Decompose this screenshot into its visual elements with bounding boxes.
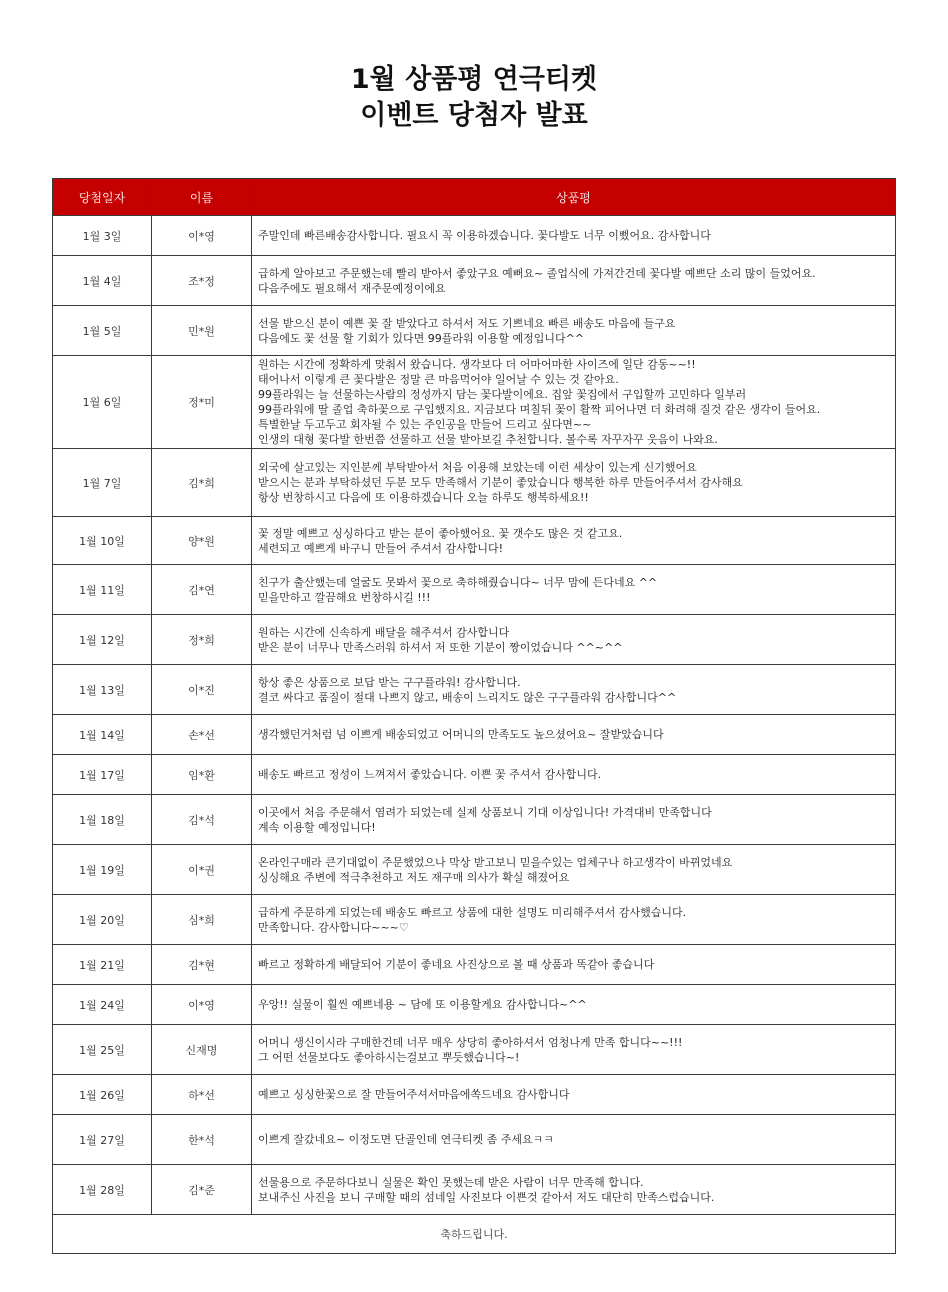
review-line: 주말인데 빠른배송감사합니다. 필요시 꼭 이용하겠습니다. 꽃다발도 너무 이뻤어요. 감사합니다 <box>258 229 711 242</box>
winner-name: 손*선 <box>152 715 252 755</box>
review-line: 항상 번창하시고 다음에 또 이용하겠습니다 오늘 하루도 행복하세요!! <box>258 491 589 504</box>
review-line: 친구가 출산했는데 얼굴도 못봐서 꽃으로 축하해줬습니다~ 너무 맘에 든다네요 ^^ <box>258 575 658 589</box>
table-row <box>53 1115 896 1165</box>
table-row <box>53 306 896 356</box>
review-text <box>252 256 896 306</box>
winner-date: 1월 13일 <box>53 665 152 715</box>
winner-name: 조*정 <box>152 256 252 306</box>
congratulations-text: 축하드립니다. <box>53 1215 896 1254</box>
review-text <box>252 755 896 795</box>
table-row <box>53 216 896 256</box>
review-line: 외국에 살고있는 지인분께 부탁받아서 처음 이용해 보았는데 이런 세상이 있는게 신기했어요 <box>258 461 697 474</box>
winner-name: 정*미 <box>152 356 252 449</box>
review-line: 이곳에서 처음 주문해서 염려가 되었는데 실제 상품보니 기대 이상입니다! 가격대비 만족합니다 <box>258 805 712 819</box>
winner-name: 민*원 <box>152 306 252 356</box>
review-text <box>252 665 896 715</box>
table-row <box>53 945 896 985</box>
review-line: 항상 좋은 상품으로 보답 받는 구구플라워! 감사합니다. <box>258 675 521 689</box>
review-line: 인생의 대형 꽃다발 한번쯤 선물하고 선물 받아보길 추천합니다. 볼수록 자꾸자꾸 웃음이 나와요. <box>258 433 718 446</box>
title-line-2: 이벤트 당첨자 발표 <box>360 100 588 131</box>
winner-date: 1월 26일 <box>53 1075 152 1115</box>
winner-date: 1월 24일 <box>53 985 152 1025</box>
table-row <box>53 665 896 715</box>
review-text <box>252 985 896 1025</box>
table-row <box>53 985 896 1025</box>
winner-name: 김*현 <box>152 945 252 985</box>
table-row <box>53 845 896 895</box>
winner-date: 1월 19일 <box>53 845 152 895</box>
review-line: 태어나서 이렇게 큰 꽃다발은 정말 큰 마음먹어야 일어날 수 있는 것 같아요. <box>258 373 619 386</box>
review-line: 어머니 생신이시라 구매한건데 너무 매우 상당히 좋아하셔서 엄청나게 만족 합니다~~!!! <box>258 1035 683 1049</box>
table-row <box>53 715 896 755</box>
winner-name: 김*희 <box>152 449 252 517</box>
winner-name: 이*영 <box>152 216 252 256</box>
winner-name: 이*진 <box>152 665 252 715</box>
table-row <box>53 795 896 845</box>
winner-date: 1월 4일 <box>53 256 152 306</box>
review-line: 이쁘게 잘갔네요~ 이정도면 단골인데 연극티켓 좀 주세요ㅋㅋ <box>258 1133 554 1146</box>
review-line: 그 어떤 선물보다도 좋아하시는걸보고 뿌듯했습니다~! <box>258 1050 520 1064</box>
review-line: 빠르고 정확하게 배달되어 기분이 좋네요 사진상으로 볼 때 상품과 똑같아 좋습니다 <box>258 958 655 971</box>
review-text <box>252 565 896 615</box>
table-row <box>53 895 896 945</box>
review-line: 다음주에도 필요해서 재주문예정이에요 <box>258 281 446 295</box>
winner-name: 김*준 <box>152 1165 252 1215</box>
review-line: 예쁘고 싱싱한꽃으로 잘 만들어주셔서마음에쏙드네요 감사합니다 <box>258 1088 570 1101</box>
winner-name: 이*권 <box>152 845 252 895</box>
winner-name: 김*석 <box>152 795 252 845</box>
review-line: 받으시는 분과 부탁하셨던 두분 모두 만족해서 기분이 좋았습니다 행복한 하루 만들어주셔서 감사해요 <box>258 476 743 489</box>
winner-date: 1월 20일 <box>53 895 152 945</box>
review-line: 급하게 주문하게 되었는데 배송도 빠르고 상품에 대한 설명도 미리해주셔서 감사했습니다. <box>258 905 687 919</box>
header-date: 당첨일자 <box>53 179 152 216</box>
review-text <box>252 615 896 665</box>
winner-date: 1월 21일 <box>53 945 152 985</box>
header-name: 이름 <box>152 179 252 216</box>
review-text <box>252 1025 896 1075</box>
review-text <box>252 356 896 449</box>
review-line: 생각했던거처럼 넘 이쁘게 배송되었고 어머니의 만족도도 높으셨어요~ 잘받았습니다 <box>258 728 664 741</box>
review-text <box>252 715 896 755</box>
table-row <box>53 517 896 565</box>
review-line: 믿을만하고 깔끔해요 번창하시길 !!! <box>258 590 431 604</box>
review-text <box>252 306 896 356</box>
review-line: 세련되고 예쁘게 바구니 만들어 주셔서 감사합니다! <box>258 541 504 555</box>
winner-name: 이*영 <box>152 985 252 1025</box>
table-row <box>53 1075 896 1115</box>
review-text <box>252 1075 896 1115</box>
winner-name: 심*희 <box>152 895 252 945</box>
review-line: 원하는 시간에 신속하게 배달을 해주셔서 감사합니다 <box>258 625 510 639</box>
table-row <box>53 1165 896 1215</box>
review-line: 선물용으로 주문하다보니 실물은 확인 못했는데 받은 사람이 너무 만족해 합니다. <box>258 1175 644 1189</box>
review-line: 원하는 시간에 정확하게 맞춰서 왔습니다. 생각보다 더 어마어마한 사이즈에 일단 감동~~!! <box>258 358 696 371</box>
winner-date: 1월 25일 <box>53 1025 152 1075</box>
review-line: 싱싱해요 주변에 적극추천하고 저도 재구매 의사가 확실 해졌어요 <box>258 870 570 884</box>
winner-date: 1월 10일 <box>53 517 152 565</box>
table-row <box>53 356 896 449</box>
review-line: 99플라워는 늘 선물하는사람의 정성까지 담는 꽃다발이에요. 집앞 꽃집에서 구입할까 고민하다 일부러 <box>258 388 747 401</box>
winner-name: 김*연 <box>152 565 252 615</box>
review-line: 배송도 빠르고 정성이 느껴져서 좋았습니다. 이쁜 꽃 주셔서 감사합니다. <box>258 768 602 781</box>
winner-date: 1월 7일 <box>53 449 152 517</box>
table-row <box>53 755 896 795</box>
winners-table <box>52 178 896 1254</box>
winner-date: 1월 3일 <box>53 216 152 256</box>
review-line: 99플라워에 딸 졸업 축하꽃으로 구입했지요. 지금보다 며칠뒤 꽃이 활짝 피어나면 더 화려해 질것 같은 생각이 들어요. <box>258 403 821 416</box>
review-line: 특별한날 두고두고 회자될 수 있는 주인공을 만들어 드리고 싶다면~~ <box>258 418 592 431</box>
review-text <box>252 517 896 565</box>
winner-date: 1월 28일 <box>53 1165 152 1215</box>
page-title <box>0 62 948 134</box>
winner-date: 1월 5일 <box>53 306 152 356</box>
review-line: 만족합니다. 감사합니다~~~♡ <box>258 920 409 934</box>
review-line: 온라인구매라 큰기대없이 주문했었으나 막상 받고보니 믿을수있는 업체구나 하고생각이 바뀌었네요 <box>258 855 733 869</box>
table-row <box>53 449 896 517</box>
review-text <box>252 216 896 256</box>
review-line: 우앙!! 실물이 훨씬 예쁘네용 ~ 담에 또 이용할게요 감사합니다~^^ <box>258 998 587 1011</box>
review-line: 선물 받으신 분이 예쁜 꽃 잘 받았다고 하셔서 저도 기쁘네요 빠른 배송도 마음에 들구요 <box>258 316 676 330</box>
review-line: 보내주신 사진을 보니 구매할 때의 섬네일 사진보다 이쁜것 같아서 저도 대단히 만족스럽습니다. <box>258 1190 715 1204</box>
review-text <box>252 895 896 945</box>
winner-date: 1월 11일 <box>53 565 152 615</box>
winner-date: 1월 12일 <box>53 615 152 665</box>
winner-date: 1월 6일 <box>53 356 152 449</box>
table-row <box>53 256 896 306</box>
winner-date: 1월 18일 <box>53 795 152 845</box>
table-row <box>53 565 896 615</box>
table-row <box>53 615 896 665</box>
winner-date: 1월 14일 <box>53 715 152 755</box>
review-line: 다음에도 꽃 선물 할 기회가 있다면 99플라워 이용할 예정입니다^^ <box>258 331 585 345</box>
review-text <box>252 795 896 845</box>
review-line: 결코 싸다고 품질이 절대 나쁘지 않고, 배송이 느리지도 않은 구구플라워 감사합니다^^ <box>258 690 677 704</box>
review-text <box>252 845 896 895</box>
winner-name: 신재명 <box>152 1025 252 1075</box>
table-header-row <box>53 179 896 216</box>
review-line: 급하게 알아보고 주문했는데 빨리 받아서 좋았구요 예뻐요~ 졸업식에 가져간건데 꽃다발 예쁘단 소리 많이 들었어요. <box>258 266 816 280</box>
review-text <box>252 1115 896 1165</box>
title-line-1: 1월 상품평 연극티켓 <box>350 64 598 95</box>
review-text <box>252 1165 896 1215</box>
winner-name: 양*원 <box>152 517 252 565</box>
winner-date: 1월 17일 <box>53 755 152 795</box>
winner-name: 임*환 <box>152 755 252 795</box>
winner-name: 정*희 <box>152 615 252 665</box>
winner-name: 하*선 <box>152 1075 252 1115</box>
table-row <box>53 1025 896 1075</box>
review-line: 꽃 정말 예쁘고 싱싱하다고 받는 분이 좋아했어요. 꽃 갯수도 많은 것 같고요. <box>258 526 623 540</box>
winner-date: 1월 27일 <box>53 1115 152 1165</box>
header-review: 상품평 <box>252 179 896 216</box>
review-text <box>252 945 896 985</box>
table-body <box>53 216 896 1215</box>
review-text <box>252 449 896 517</box>
review-line: 받은 분이 너무나 만족스러워 하셔서 저 또한 기분이 짱이었습니다 ^^~^^ <box>258 640 623 654</box>
review-line: 계속 이용할 예정입니다! <box>258 820 376 834</box>
winner-name: 한*석 <box>152 1115 252 1165</box>
footer-row <box>53 1215 896 1254</box>
